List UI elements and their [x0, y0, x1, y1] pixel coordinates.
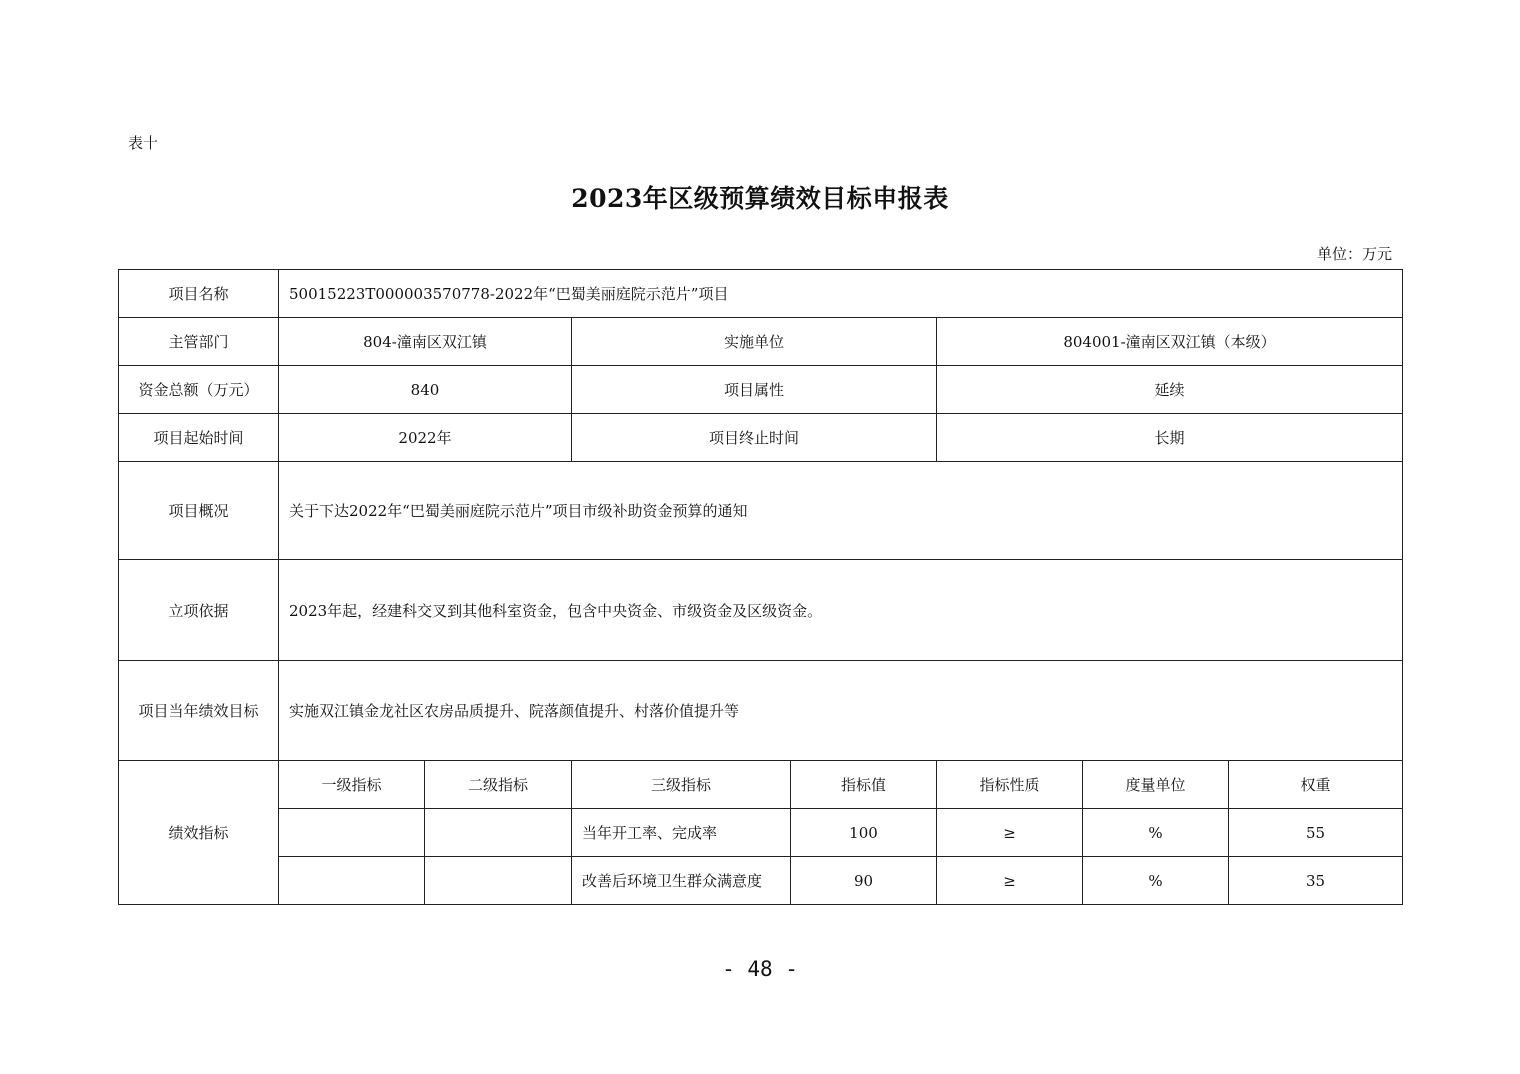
indicator-nature: ≥	[937, 857, 1083, 905]
project-name-value: 50015223T000003570778-2022年“巴蜀美丽庭院示范片”项目	[279, 270, 1403, 318]
unit-label: 单位：万元	[1316, 245, 1392, 263]
indicator-level3: 改善后环境卫生群众满意度	[572, 857, 791, 905]
header-nature: 指标性质	[937, 761, 1083, 809]
annual-goal-label: 项目当年绩效目标	[119, 661, 279, 761]
end-time-value: 长期	[937, 414, 1403, 462]
total-funds-label: 资金总额（万元）	[119, 366, 279, 414]
indicators-label: 绩效指标	[119, 761, 279, 905]
overview-label: 项目概况	[119, 462, 279, 560]
indicator-header-row	[119, 761, 1403, 809]
annual-goal-value: 实施双江镇金龙社区农房品质提升、院落颜值提升、村落价值提升等	[279, 661, 1403, 761]
page-number: - 48 -	[722, 957, 798, 981]
indicator-unit: %	[1083, 809, 1229, 857]
row-funds	[119, 366, 1403, 414]
basis-label: 立项依据	[119, 560, 279, 661]
project-attr-label: 项目属性	[572, 366, 937, 414]
row-basis	[119, 560, 1403, 661]
header-unit: 度量单位	[1083, 761, 1229, 809]
end-time-label: 项目终止时间	[572, 414, 937, 462]
row-project-name	[119, 270, 1403, 318]
indicator-weight: 55	[1229, 809, 1403, 857]
indicator-level1	[279, 857, 425, 905]
header-level3: 三级指标	[572, 761, 791, 809]
row-annual-goal	[119, 661, 1403, 761]
indicator-level3: 当年开工率、完成率	[572, 809, 791, 857]
project-name-label: 项目名称	[119, 270, 279, 318]
start-time-label: 项目起始时间	[119, 414, 279, 462]
start-time-value: 2022年	[279, 414, 572, 462]
header-level2: 二级指标	[425, 761, 572, 809]
impl-unit-value: 804001-潼南区双江镇（本级）	[937, 318, 1403, 366]
indicator-weight: 35	[1229, 857, 1403, 905]
dept-label: 主管部门	[119, 318, 279, 366]
indicator-nature: ≥	[937, 809, 1083, 857]
indicator-unit: %	[1083, 857, 1229, 905]
overview-value: 关于下达2022年“巴蜀美丽庭院示范片”项目市级补助资金预算的通知	[279, 462, 1403, 560]
impl-unit-label: 实施单位	[572, 318, 937, 366]
indicator-level2	[425, 809, 572, 857]
table-label: 表十	[128, 134, 159, 152]
project-attr-value: 延续	[937, 366, 1403, 414]
indicator-value: 100	[791, 809, 937, 857]
budget-performance-table	[118, 269, 1403, 905]
basis-value: 2023年起，经建科交叉到其他科室资金，包含中央资金、市级资金及区级资金。	[279, 560, 1403, 661]
header-level1: 一级指标	[279, 761, 425, 809]
header-weight: 权重	[1229, 761, 1403, 809]
row-time	[119, 414, 1403, 462]
page-title: 2023年区级预算绩效目标申报表	[571, 184, 949, 213]
dept-value: 804-潼南区双江镇	[279, 318, 572, 366]
indicator-level1	[279, 809, 425, 857]
row-department	[119, 318, 1403, 366]
row-overview	[119, 462, 1403, 560]
indicator-level2	[425, 857, 572, 905]
total-funds-value: 840	[279, 366, 572, 414]
indicator-value: 90	[791, 857, 937, 905]
header-value: 指标值	[791, 761, 937, 809]
table-row	[119, 857, 1403, 905]
table-row	[119, 809, 1403, 857]
